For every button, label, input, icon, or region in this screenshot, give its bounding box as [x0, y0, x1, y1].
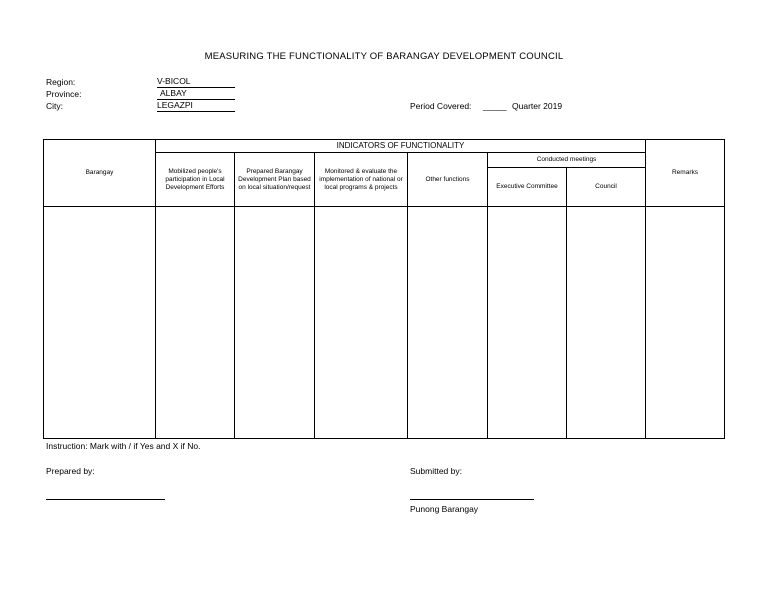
col-header-council: Council [595, 183, 617, 190]
submitted-by-signature-line [410, 499, 534, 500]
table-border-right [724, 139, 725, 439]
col-header-other-functions: Other functions [425, 175, 470, 183]
conducted-meetings-header: Conducted meetings [536, 156, 597, 163]
col-header-executive-committee: Executive Committee [496, 183, 558, 190]
page-title: MEASURING THE FUNCTIONALITY OF BARANGAY DEVELOPMENT COUNCIL [204, 51, 564, 62]
period-blank: _____ [483, 101, 507, 111]
region-label: Region: [46, 77, 76, 87]
col-header-remarks: Remarks [671, 169, 698, 176]
col-header-mobilized: Mobilized people's participation in Local Development Efforts [165, 167, 225, 191]
city-label: City: [46, 101, 63, 111]
col-header-barangay: Barangay [85, 169, 114, 176]
prepared-by-signature-line [46, 499, 165, 500]
col-header-prepared: Prepared Barangay Development Plan based on local situation/request [238, 167, 311, 191]
region-value: V-BICOL [157, 76, 235, 88]
submitted-by-label: Submitted by: [410, 466, 462, 476]
period-value: Quarter 2019 [512, 101, 563, 111]
city-value: LEGAZPI [157, 100, 235, 112]
province-label: Province: [46, 89, 82, 99]
period-label: Period Covered: [410, 101, 472, 111]
instruction-text: Instruction: Mark with / if Yes and X if No. [46, 441, 201, 451]
header-bottom-line [43, 206, 725, 207]
indicators-header: INDICATORS OF FUNCTIONALITY [336, 141, 465, 150]
table-border-bottom [43, 438, 725, 439]
col-divider-6 [566, 167, 567, 439]
province-value: ALBAY [157, 88, 235, 100]
prepared-by-label: Prepared by: [46, 466, 95, 476]
submitted-role: Punong Barangay [410, 504, 479, 514]
col-header-monitored: Monitored & evaluate the implementation of national or local programs & projects [319, 167, 403, 191]
